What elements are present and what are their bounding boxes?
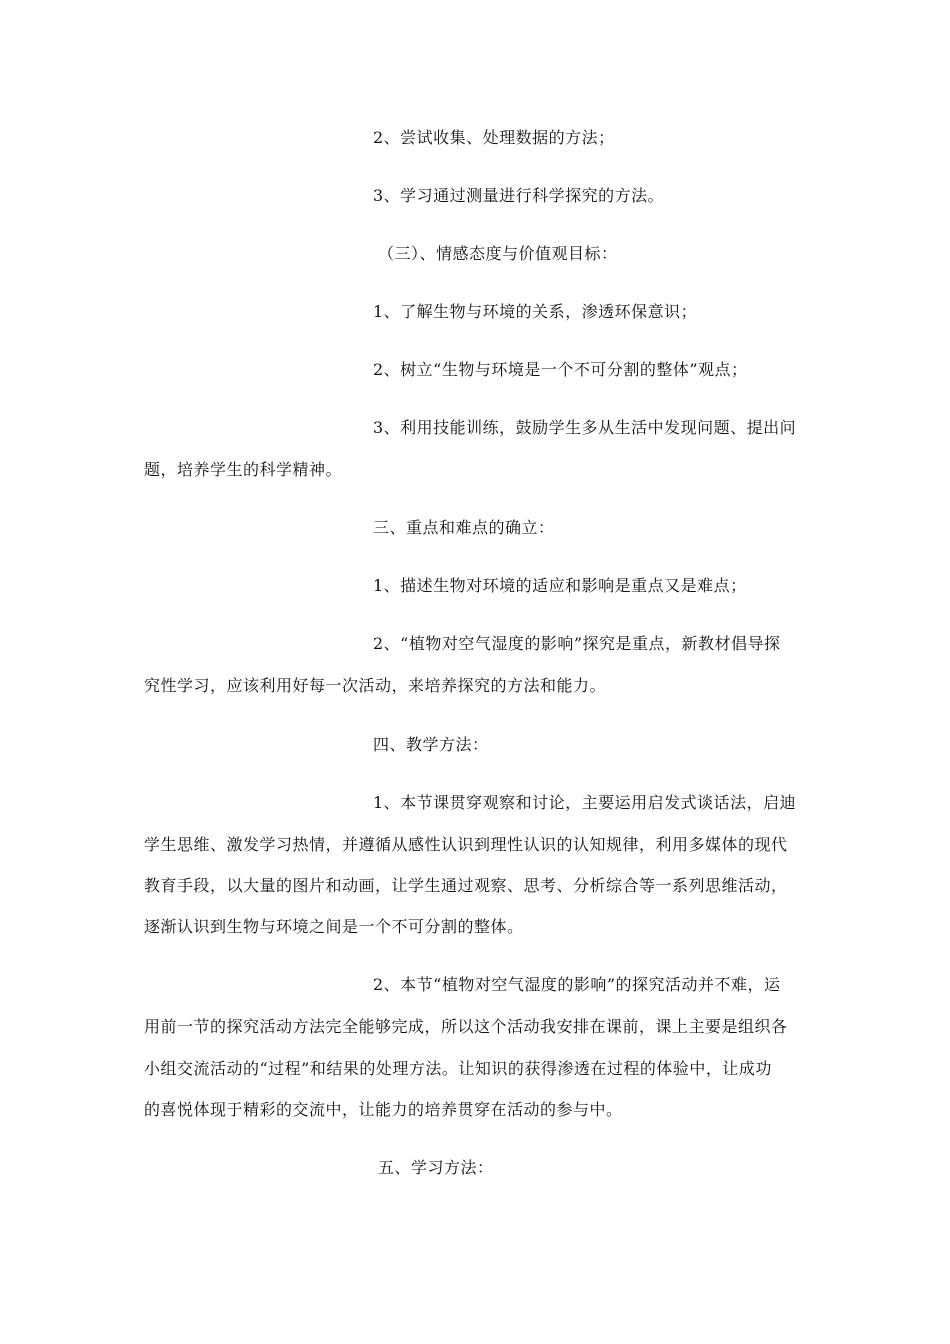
line-4: 2、树立“生物与环境是一个不可分割的整体”观点； (373, 360, 748, 379)
line-16: 2、本节“植物对空气湿度的影响”的探究活动并不难，运 (373, 975, 781, 994)
line-6: 题，培养学生的科学精神。 (144, 460, 343, 479)
line-9: 2、“植物对空气湿度的影响”探究是重点，新教材倡导探 (373, 634, 781, 653)
line-13: 学生思维、激发学习热情，并遵循从感性认识到理性认识的认知规律，利用多媒体的现代 (144, 835, 788, 854)
line-19: 的喜悦体现于精彩的交流中，让能力的培养贯穿在活动的参与中。 (144, 1100, 623, 1119)
section-heading-learning-methods: 五、学习方法： (378, 1158, 494, 1177)
section-heading-emotion: （三）、情感态度与价值观目标： (378, 244, 618, 263)
section-heading-teaching-methods: 四、教学方法： (373, 735, 489, 754)
line-8: 1、描述生物对环境的适应和影响是重点又是难点； (373, 576, 747, 595)
line-0: 2、尝试收集、处理数据的方法； (373, 128, 615, 147)
line-1: 3、学习通过测量进行科学探究的方法。 (373, 186, 665, 205)
line-15: 逐渐认识到生物与环境之间是一个不可分割的整体。 (144, 917, 524, 936)
line-14: 教育手段，以大量的图片和动画，让学生通过观察、思考、分析综合等一系列思维活动， (144, 876, 788, 895)
line-17: 用前一节的探究活动方法完全能够完成，所以这个活动我安排在课前，课上主要是组织各 (144, 1017, 788, 1036)
line-18: 小组交流活动的“过程”和结果的处理方法。让知识的获得渗透在过程的体验中，让成功 (144, 1059, 772, 1078)
section-heading-key-points: 三、重点和难点的确立： (373, 518, 555, 537)
line-10: 究性学习，应该利用好每一次活动，来培养探究的方法和能力。 (144, 676, 607, 695)
line-5: 3、利用技能训练，鼓励学生多从生活中发现问题、提出问 (373, 418, 797, 437)
line-3: 1、了解生物与环境的关系，渗透环保意识； (373, 302, 698, 321)
line-12: 1、本节课贯穿观察和讨论，主要运用启发式谈话法，启迪 (373, 793, 797, 812)
